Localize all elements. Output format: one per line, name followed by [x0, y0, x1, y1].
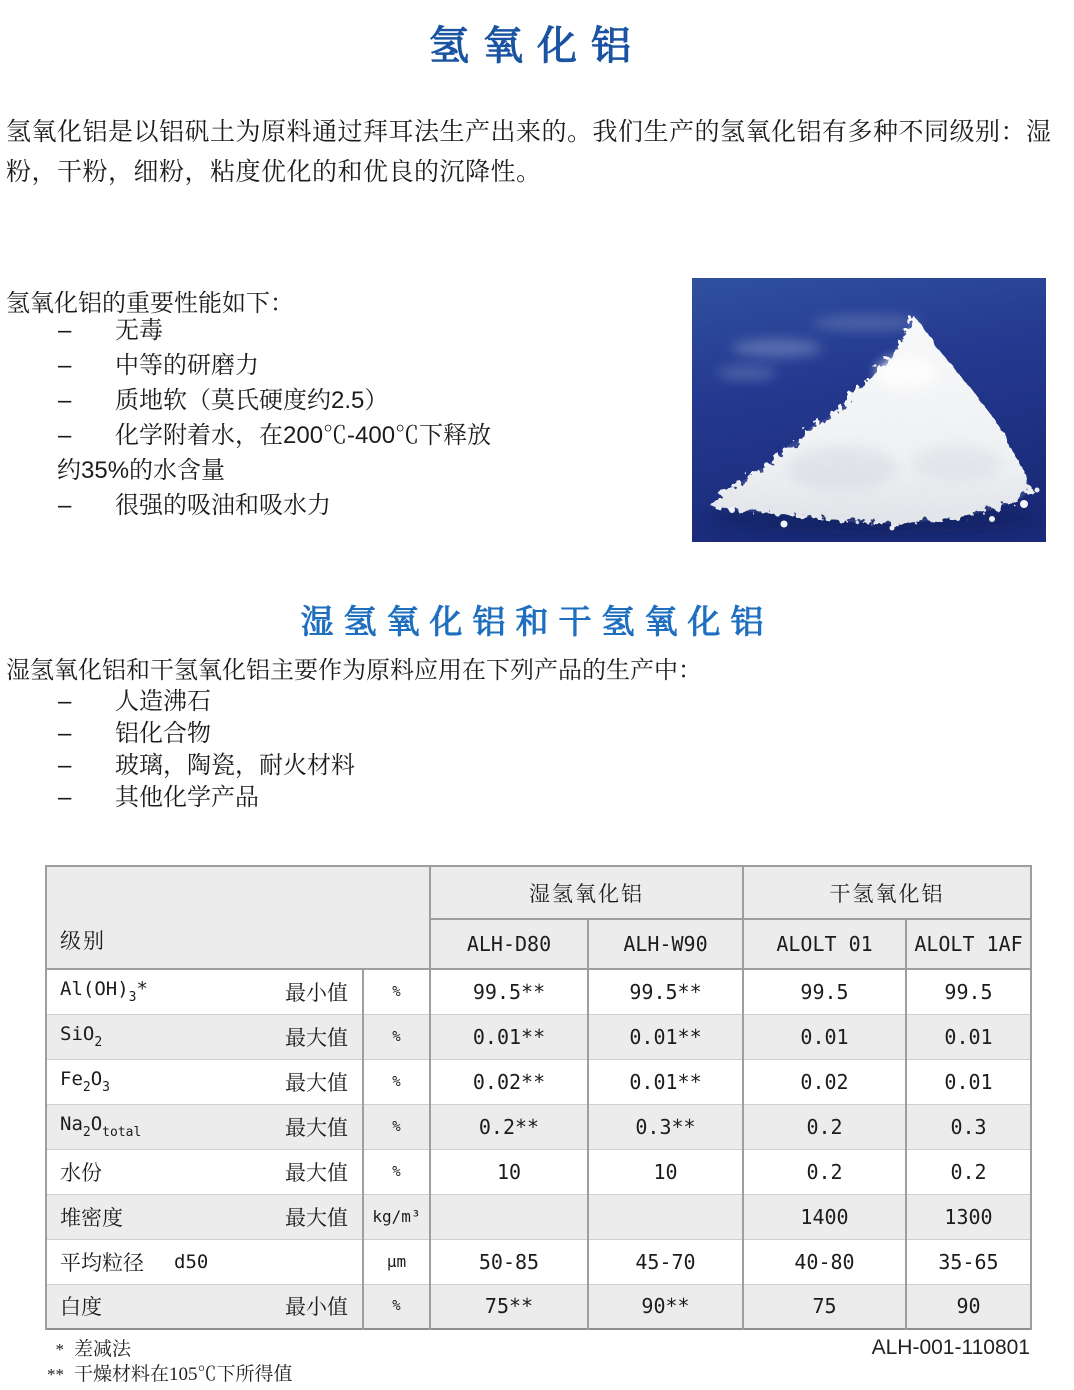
param-name	[60, 1113, 141, 1140]
value-cell: 0.01	[906, 1014, 1031, 1059]
group-header-wet: 湿氢氧化铝	[430, 866, 743, 919]
param-wrap	[47, 1247, 362, 1277]
footnote	[30, 1359, 293, 1386]
value-cell: 0.01**	[430, 1014, 588, 1059]
param-cell	[46, 969, 363, 1014]
unit-cell: %	[363, 969, 430, 1014]
footnote-text: 差减法	[74, 1339, 132, 1360]
value-cell: 1400	[743, 1194, 906, 1239]
list-item-text: 人造沸石	[115, 688, 211, 715]
value-cell: 50-85	[430, 1239, 588, 1284]
list-item	[0, 782, 700, 814]
grade-header: ALH-W90	[588, 919, 743, 969]
value-cell: 0.02**	[430, 1059, 588, 1104]
limit-label: 最大值	[285, 1161, 348, 1185]
param-part: 3	[128, 990, 137, 1006]
param-wrap	[47, 1112, 362, 1142]
value-cell: 0.2**	[430, 1104, 588, 1149]
list-item-text: 铝化合物	[115, 720, 211, 747]
table-row	[46, 1059, 1031, 1104]
unit-cell: %	[363, 1059, 430, 1104]
grade-header: ALH-D80	[430, 919, 588, 969]
list-item-text: 约35%的水含量	[57, 457, 226, 484]
unit-cell: μm	[363, 1239, 430, 1284]
param-name	[60, 1247, 144, 1277]
param-part: O	[90, 1113, 103, 1135]
param-part: 2	[82, 1080, 91, 1095]
value-cell: 45-70	[588, 1239, 743, 1284]
page-title: 氢氧化铝	[429, 24, 645, 68]
unit-cell: %	[363, 1149, 430, 1194]
param-cell	[46, 1014, 363, 1059]
footnote	[30, 1334, 131, 1361]
list-item	[0, 455, 660, 490]
list-item	[0, 385, 660, 420]
limit-label: 最小值	[285, 981, 348, 1005]
value-cell: 0.2	[906, 1149, 1031, 1194]
footnote-text: 干燥材料在105℃下所得值	[74, 1364, 293, 1385]
param-part: 堆密度	[60, 1205, 123, 1230]
param-cell	[46, 1239, 363, 1284]
list-item-text: 无毒	[115, 317, 163, 344]
param-part: 3	[102, 1080, 110, 1095]
param-part: *	[136, 978, 148, 1001]
param-wrap	[47, 1022, 362, 1052]
param-part: 2	[82, 1125, 91, 1140]
spec-table-wrap	[45, 865, 1030, 1330]
param-wrap	[47, 977, 362, 1007]
value-cell: 35-65	[906, 1239, 1031, 1284]
value-cell: 0.01**	[588, 1014, 743, 1059]
unit-cell: %	[363, 1104, 430, 1149]
section2-intro: 湿氢氧化铝和干氢氧化铝主要作为原料应用在下列产品的生产中：	[6, 657, 702, 684]
section2-heading: 湿氢氧化铝和干氢氧化铝	[300, 603, 774, 640]
value-cell: 1300	[906, 1194, 1031, 1239]
value-cell: 10	[588, 1149, 743, 1194]
param-cell	[46, 1104, 363, 1149]
param-part: SiO	[60, 1023, 95, 1045]
value-cell	[430, 1194, 588, 1239]
param-wrap	[47, 1202, 362, 1232]
param-part: total	[102, 1125, 142, 1140]
value-cell: 0.01	[743, 1014, 906, 1059]
dash-bullet: –	[58, 422, 72, 449]
list-item-text: 化学附着水，在200℃-400℃下释放	[115, 422, 492, 449]
param-part: 2	[94, 1035, 103, 1050]
param-name	[60, 978, 148, 1005]
param-cell	[46, 1284, 363, 1329]
unit-cell: kg/m³	[363, 1194, 430, 1239]
properties-heading: 氢氧化铝的重要性能如下：	[6, 290, 294, 317]
dash-bullet: –	[58, 387, 72, 414]
value-cell: 0.01**	[588, 1059, 743, 1104]
value-cell: 75**	[430, 1284, 588, 1329]
value-cell: 99.5	[906, 969, 1031, 1014]
param-wrap	[47, 1067, 362, 1097]
list-item	[0, 686, 700, 718]
value-cell: 90**	[588, 1284, 743, 1329]
param-wrap	[47, 1157, 362, 1187]
param-part: Na	[60, 1113, 83, 1135]
param-part: Al(OH)	[60, 978, 129, 1001]
value-cell: 99.5**	[588, 969, 743, 1014]
limit-label: 最小值	[285, 1296, 348, 1320]
table-group-header-row	[46, 866, 1031, 919]
dash-bullet: –	[58, 752, 72, 779]
footnote-marker: *	[55, 1340, 64, 1359]
value-cell: 99.5**	[430, 969, 588, 1014]
table-row	[46, 1284, 1031, 1329]
dash-bullet: –	[58, 492, 72, 519]
param-part: 水份	[60, 1160, 102, 1185]
param-name	[60, 1291, 102, 1321]
value-cell: 90	[906, 1284, 1031, 1329]
table-row	[46, 969, 1031, 1014]
doc-number: ALH-001-110801	[871, 1336, 1030, 1359]
list-item-text: 玻璃，陶瓷，耐火材料	[115, 752, 355, 779]
param-part: Fe	[60, 1068, 83, 1090]
param-sublabel: d50	[174, 1250, 209, 1273]
dash-bullet: –	[58, 688, 72, 715]
table-row	[46, 1239, 1031, 1284]
unit-cell: %	[363, 1284, 430, 1329]
dash-bullet: –	[58, 352, 72, 379]
applications-list	[0, 686, 700, 814]
param-part: O	[90, 1068, 103, 1090]
intro-paragraph: 氢氧化铝是以铝矾土为原料通过拜耳法生产出来的。我们生产的氢氧化铝有多种不同级别：湿粉，干粉，细粉，粘度优化的和优良的沉降性。	[6, 118, 1052, 186]
param-name	[60, 1068, 110, 1095]
dash-bullet: –	[58, 720, 72, 747]
value-cell: 0.2	[743, 1149, 906, 1194]
list-item-text: 其他化学产品	[115, 784, 259, 811]
value-cell: 0.02	[743, 1059, 906, 1104]
dash-bullet: –	[58, 317, 72, 344]
list-item-text: 很强的吸油和吸水力	[115, 492, 331, 519]
table-corner-label: 级别	[46, 866, 430, 969]
param-cell	[46, 1059, 363, 1104]
list-item	[0, 420, 660, 455]
param-name	[60, 1157, 102, 1187]
table-row	[46, 1014, 1031, 1059]
properties-list	[0, 315, 660, 525]
list-item	[0, 718, 700, 750]
param-wrap	[47, 1291, 362, 1321]
table-row	[46, 1194, 1031, 1239]
powder-photo	[692, 278, 1046, 542]
table-row	[46, 1104, 1031, 1149]
param-name	[60, 1202, 123, 1232]
param-cell	[46, 1194, 363, 1239]
grade-header: ALOLT 01	[743, 919, 906, 969]
table-row	[46, 1149, 1031, 1194]
param-name	[60, 1023, 102, 1050]
param-part: 平均粒径	[60, 1250, 144, 1275]
value-cell: 75	[743, 1284, 906, 1329]
limit-label: 最大值	[285, 1206, 348, 1230]
spec-table	[45, 865, 1032, 1330]
dash-bullet: –	[58, 784, 72, 811]
group-header-dry: 干氢氧化铝	[743, 866, 1031, 919]
list-item	[0, 490, 660, 525]
list-item	[0, 350, 660, 385]
value-cell: 0.01	[906, 1059, 1031, 1104]
list-item	[0, 315, 660, 350]
footnote-marker: **	[47, 1365, 64, 1384]
value-cell	[588, 1194, 743, 1239]
limit-label: 最大值	[285, 1116, 348, 1140]
limit-label: 最大值	[285, 1071, 348, 1095]
list-item	[0, 750, 700, 782]
unit-cell: %	[363, 1014, 430, 1059]
value-cell: 0.2	[743, 1104, 906, 1149]
value-cell: 0.3**	[588, 1104, 743, 1149]
value-cell: 10	[430, 1149, 588, 1194]
grade-header: ALOLT 1AF	[906, 919, 1031, 969]
param-part: 白度	[60, 1295, 102, 1320]
limit-label: 最大值	[285, 1026, 348, 1050]
value-cell: 0.3	[906, 1104, 1031, 1149]
value-cell: 40-80	[743, 1239, 906, 1284]
param-cell	[46, 1149, 363, 1194]
value-cell: 99.5	[743, 969, 906, 1014]
list-item-text: 质地软（莫氏硬度约2.5）	[115, 387, 389, 414]
list-item-text: 中等的研磨力	[115, 352, 259, 379]
